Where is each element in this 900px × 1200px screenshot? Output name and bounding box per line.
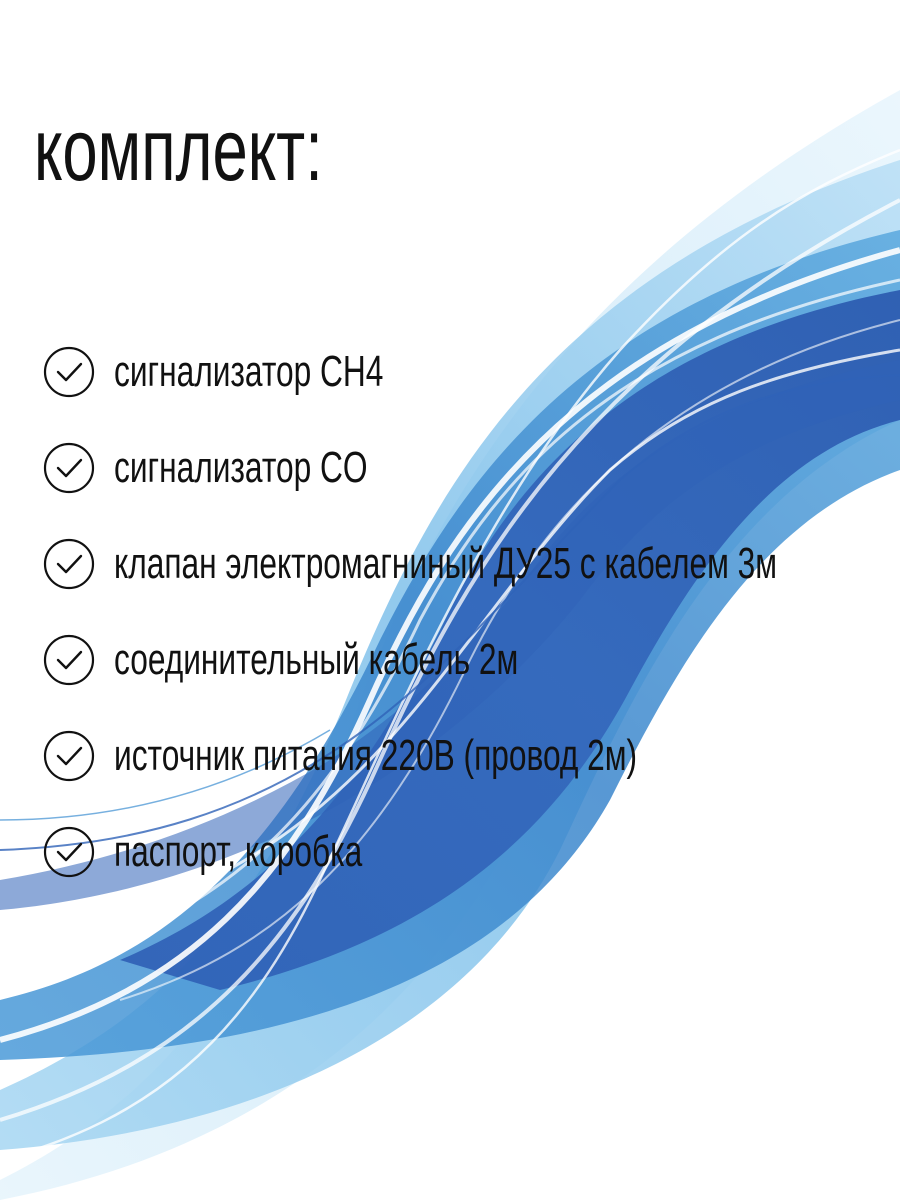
list-item-label: соединительный кабель 2м [114,635,519,684]
list-item [42,420,900,516]
page-title: комплект: [34,100,323,199]
check-circle-icon [42,729,96,783]
check-circle-icon [42,441,96,495]
list-item-label: сигнализатор CO [114,443,368,492]
list-item [42,708,900,804]
check-circle-icon [42,633,96,687]
list-item [42,324,900,420]
list-item-label: сигнализатор CH4 [114,347,384,396]
list-item-label: клапан электромагниный ДУ25 с кабелем 3м [114,539,778,588]
check-circle-icon [42,345,96,399]
list-item [42,804,900,900]
list-item [42,612,900,708]
list-item-label: источник питания 220В (провод 2м) [114,731,638,780]
list-item-label: паспорт, коробка [114,827,363,876]
kit-list [42,324,900,900]
check-circle-icon [42,825,96,879]
check-circle-icon [42,537,96,591]
list-item [42,516,900,612]
